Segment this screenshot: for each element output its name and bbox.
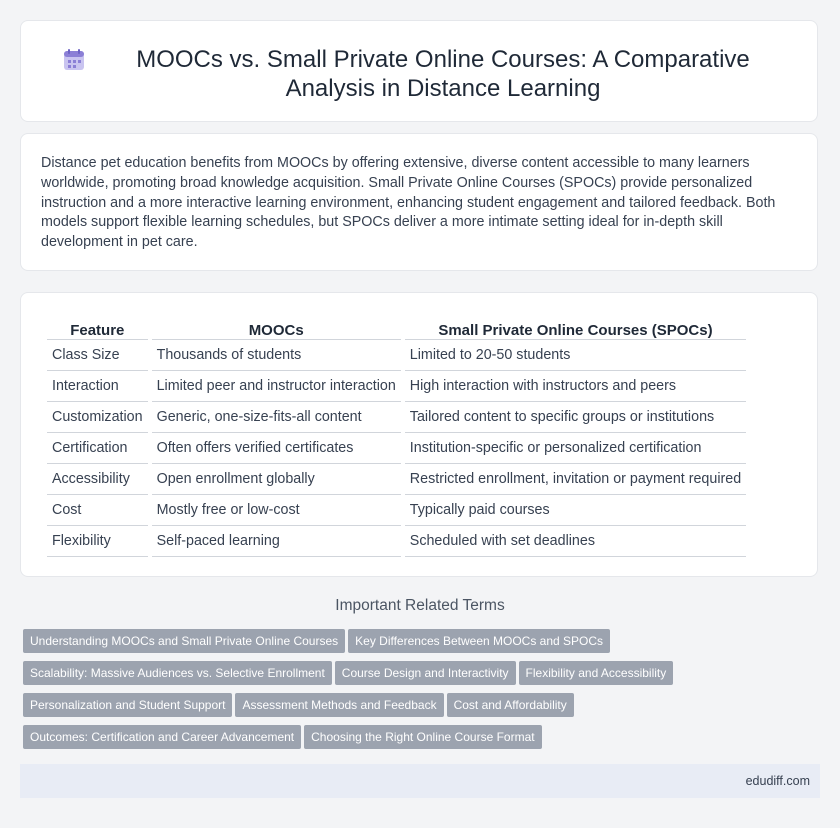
title-card	[20, 20, 818, 122]
table-row	[47, 495, 746, 526]
table-row	[47, 433, 746, 464]
moocs-cell: Mostly free or low-cost	[152, 495, 401, 526]
moocs-cell: Limited peer and instructor interaction	[152, 371, 401, 402]
header-feature: Feature	[47, 313, 148, 340]
moocs-cell: Open enrollment globally	[152, 464, 401, 495]
header-spocs: Small Private Online Courses (SPOCs)	[405, 313, 746, 340]
feature-cell: Cost	[47, 495, 148, 526]
comparison-table	[43, 313, 750, 557]
related-terms-list	[23, 629, 823, 757]
moocs-cell: Thousands of students	[152, 340, 401, 371]
feature-cell: Customization	[47, 402, 148, 433]
feature-cell: Accessibility	[47, 464, 148, 495]
footer	[20, 764, 820, 798]
table-row	[47, 464, 746, 495]
spocs-cell: Restricted enrollment, invitation or payment required	[405, 464, 746, 495]
table-row	[47, 402, 746, 433]
comparison-card	[20, 292, 818, 577]
related-term-tag[interactable]: Choosing the Right Online Course Format	[304, 725, 541, 749]
related-terms-heading: Important Related Terms	[335, 597, 505, 614]
table-row	[47, 526, 746, 557]
related-term-tag[interactable]: Understanding MOOCs and Small Private Online Courses	[23, 629, 345, 653]
site-link[interactable]: edudiff.com	[745, 774, 810, 788]
related-term-tag[interactable]: Personalization and Student Support	[23, 693, 232, 717]
summary-text: Distance pet education benefits from MOOCs by offering extensive, diverse content accessible to many learners worldwide, promoting broad knowledge acquisition. Small Private Online Courses (SPOCs) provide personalized instruction and a more interactive learning environment, enhancing student engagement and tailored feedback. Both models support flexible learning schedules, but SPOCs deliver a more intimate setting ideal for in-depth skill development in pet care.	[41, 155, 776, 251]
spocs-cell: Limited to 20-50 students	[405, 340, 746, 371]
related-term-tag[interactable]: Cost and Affordability	[447, 693, 574, 717]
moocs-cell: Generic, one-size-fits-all content	[152, 402, 401, 433]
related-term-tag[interactable]: Course Design and Interactivity	[335, 661, 516, 685]
feature-cell: Flexibility	[47, 526, 148, 557]
related-term-tag[interactable]: Assessment Methods and Feedback	[235, 693, 443, 717]
feature-cell: Certification	[47, 433, 148, 464]
related-term-tag[interactable]: Scalability: Massive Audiences vs. Selective Enrollment	[23, 661, 332, 685]
table-row	[47, 371, 746, 402]
moocs-cell: Self-paced learning	[152, 526, 401, 557]
spocs-cell: Institution-specific or personalized certification	[405, 433, 746, 464]
related-term-tag[interactable]: Outcomes: Certification and Career Advancement	[23, 725, 301, 749]
table-header-row	[47, 313, 746, 340]
feature-cell: Interaction	[47, 371, 148, 402]
spocs-cell: Typically paid courses	[405, 495, 746, 526]
feature-cell: Class Size	[47, 340, 148, 371]
related-term-tag[interactable]: Flexibility and Accessibility	[519, 661, 674, 685]
spocs-cell: Tailored content to specific groups or institutions	[405, 402, 746, 433]
spocs-cell: Scheduled with set deadlines	[405, 526, 746, 557]
summary-card	[20, 133, 818, 271]
spocs-cell: High interaction with instructors and peers	[405, 371, 746, 402]
moocs-cell: Often offers verified certificates	[152, 433, 401, 464]
page-title: MOOCs vs. Small Private Online Courses: A Comparative Analysis in Distance Learning	[136, 46, 750, 102]
calendar-icon	[61, 47, 87, 73]
table-row	[47, 340, 746, 371]
header-moocs: MOOCs	[152, 313, 401, 340]
related-term-tag[interactable]: Key Differences Between MOOCs and SPOCs	[348, 629, 610, 653]
